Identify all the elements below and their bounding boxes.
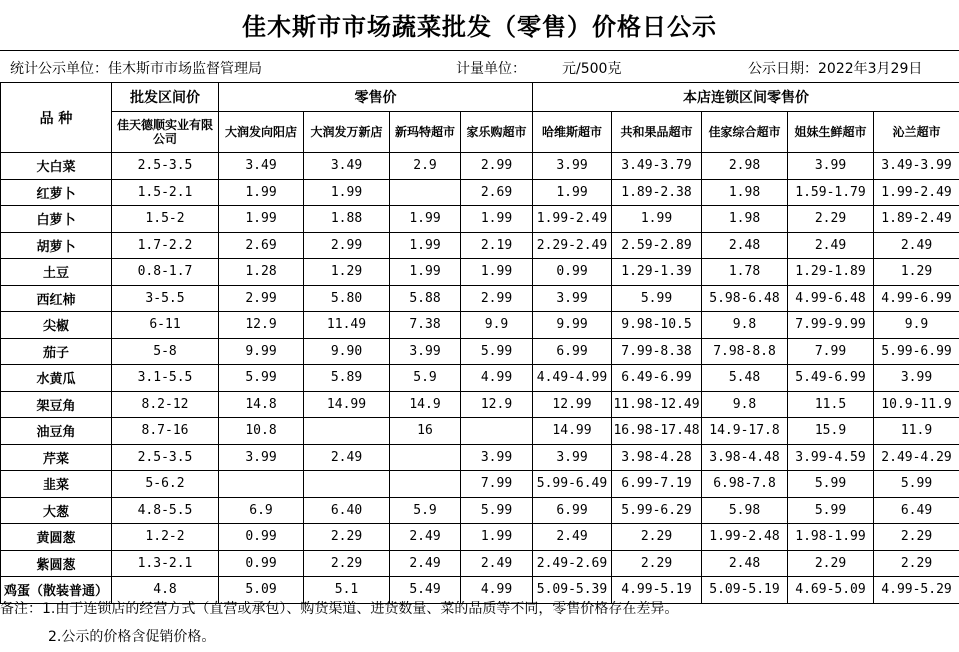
price-cell: 1.99 — [461, 206, 533, 233]
price-cell: 1.89-2.49 — [874, 206, 959, 233]
variety-name: 水黄瓜 — [1, 365, 112, 392]
price-cell: 6.49 — [874, 497, 959, 524]
table-row — [1, 497, 959, 524]
price-cell: 3.49 — [304, 153, 390, 180]
price-cell: 8.2-12 — [112, 391, 219, 418]
price-cell: 7.99 — [461, 471, 533, 498]
price-cell: 4.99-6.99 — [874, 285, 959, 312]
price-cell: 1.98 — [702, 179, 788, 206]
variety-name: 茄子 — [1, 338, 112, 365]
measure-value: 元/500克 — [562, 61, 622, 77]
price-cell: 9.9 — [874, 312, 959, 339]
price-cell: 1.99-2.48 — [702, 524, 788, 551]
table-row — [1, 550, 959, 577]
price-cell: 14.99 — [533, 418, 612, 445]
price-cell: 6.98-7.8 — [702, 471, 788, 498]
price-cell: 5.09 — [219, 577, 304, 604]
price-cell: 0.99 — [219, 550, 304, 577]
variety-name: 西红柿 — [1, 285, 112, 312]
price-cell: 1.99 — [533, 179, 612, 206]
price-cell: 16.98-17.48 — [612, 418, 702, 445]
price-cell: 5.09-5.19 — [702, 577, 788, 604]
note-line-1: 备注：1.由于连锁店的经营方式（直营或承包）、购货渠道、进货数量、菜的品质等不同，零售价格存在差异。 — [0, 601, 679, 617]
price-cell: 7.98-8.8 — [702, 338, 788, 365]
page-title: 佳木斯市市场蔬菜批发（零售）价格日公示 — [242, 12, 717, 41]
price-cell: 1.5-2.1 — [112, 179, 219, 206]
price-cell: 10.8 — [219, 418, 304, 445]
table-row — [1, 524, 959, 551]
price-cell: 3.99 — [533, 153, 612, 180]
price-cell: 5.48 — [702, 365, 788, 392]
price-cell: 9.90 — [304, 338, 390, 365]
price-cell: 4.99 — [461, 577, 533, 604]
table-row — [1, 285, 959, 312]
price-cell: 1.99 — [219, 206, 304, 233]
price-cell: 9.99 — [533, 312, 612, 339]
price-cell: 14.9 — [390, 391, 461, 418]
publish-date: 公示日期：2022年3月29日 — [748, 61, 923, 77]
variety-header: 品 种 — [1, 83, 112, 153]
price-cell: 1.99 — [461, 259, 533, 286]
table-row — [1, 365, 959, 392]
price-cell: 4.99-5.29 — [874, 577, 959, 604]
price-cell: 1.99 — [390, 259, 461, 286]
variety-name: 大白菜 — [1, 153, 112, 180]
price-cell: 11.5 — [788, 391, 874, 418]
price-cell: 5.98 — [702, 497, 788, 524]
price-cell: 2.48 — [702, 232, 788, 259]
price-cell: 2.49-4.29 — [874, 444, 959, 471]
table-row — [1, 153, 959, 180]
price-cell: 1.3-2.1 — [112, 550, 219, 577]
price-cell: 0.99 — [533, 259, 612, 286]
price-cell: 2.99 — [219, 285, 304, 312]
variety-name: 芹菜 — [1, 444, 112, 471]
price-cell: 11.98-12.49 — [612, 391, 702, 418]
price-cell: 12.9 — [461, 391, 533, 418]
table-row — [1, 232, 959, 259]
price-cell — [390, 444, 461, 471]
price-cell: 2.29 — [874, 550, 959, 577]
price-cell: 6.49-6.99 — [612, 365, 702, 392]
price-cell: 5.9 — [390, 497, 461, 524]
price-cell: 2.98 — [702, 153, 788, 180]
price-cell: 12.99 — [533, 391, 612, 418]
variety-name: 白萝卜 — [1, 206, 112, 233]
price-cell: 1.99-2.49 — [874, 179, 959, 206]
price-cell: 2.59-2.89 — [612, 232, 702, 259]
store-header: 大润发向阳店 — [219, 112, 304, 153]
table-row — [1, 391, 959, 418]
price-cell: 4.99 — [461, 365, 533, 392]
price-cell: 1.99 — [390, 232, 461, 259]
store-header: 共和果品超市 — [612, 112, 702, 153]
price-table — [0, 82, 959, 604]
price-cell: 1.7-2.2 — [112, 232, 219, 259]
price-cell: 1.99 — [304, 179, 390, 206]
price-cell: 0.99 — [219, 524, 304, 551]
price-cell: 5.98-6.48 — [702, 285, 788, 312]
variety-name: 大葱 — [1, 497, 112, 524]
price-cell: 1.29 — [874, 259, 959, 286]
price-cell: 5.99 — [788, 471, 874, 498]
note-line-2: 2.公示的价格含促销价格。 — [48, 629, 216, 645]
store-header: 佳天德顺实业有限公司 — [112, 112, 219, 153]
price-cell: 1.29-1.39 — [612, 259, 702, 286]
variety-name: 尖椒 — [1, 312, 112, 339]
price-cell: 4.99-6.48 — [788, 285, 874, 312]
price-cell: 1.98 — [702, 206, 788, 233]
price-cell: 2.49 — [390, 524, 461, 551]
price-cell: 2.49 — [304, 444, 390, 471]
price-cell: 2.48 — [702, 550, 788, 577]
price-cell: 2.49 — [390, 550, 461, 577]
price-cell: 2.19 — [461, 232, 533, 259]
table-row — [1, 338, 959, 365]
price-cell: 3.99 — [874, 365, 959, 392]
price-cell: 11.9 — [874, 418, 959, 445]
price-cell: 6.9 — [219, 497, 304, 524]
table-row — [1, 259, 959, 286]
price-cell: 0.8-1.7 — [112, 259, 219, 286]
price-cell: 1.88 — [304, 206, 390, 233]
price-cell: 2.29-2.49 — [533, 232, 612, 259]
price-cell: 1.99 — [219, 179, 304, 206]
price-cell: 4.49-4.99 — [533, 365, 612, 392]
price-cell: 5.99 — [788, 497, 874, 524]
price-cell: 9.98-10.5 — [612, 312, 702, 339]
store-header: 新玛特超市 — [390, 112, 461, 153]
price-cell: 5.1 — [304, 577, 390, 604]
price-cell: 5.88 — [390, 285, 461, 312]
price-cell: 7.99-9.99 — [788, 312, 874, 339]
price-cell: 2.99 — [461, 285, 533, 312]
price-cell: 3.98-4.28 — [612, 444, 702, 471]
price-cell: 5.99 — [461, 338, 533, 365]
price-cell: 4.69-5.09 — [788, 577, 874, 604]
store-header: 姐妹生鲜超市 — [788, 112, 874, 153]
chain-header: 本店连锁区间零售价 — [533, 83, 959, 112]
price-cell: 5.49 — [390, 577, 461, 604]
price-cell: 3.99 — [219, 444, 304, 471]
price-cell: 5.99-6.99 — [874, 338, 959, 365]
variety-name: 鸡蛋（散装普通） — [1, 577, 112, 604]
price-cell: 2.5-3.5 — [112, 153, 219, 180]
price-cell: 2.29 — [874, 524, 959, 551]
price-cell: 2.49-2.69 — [533, 550, 612, 577]
price-cell: 3.49-3.79 — [612, 153, 702, 180]
price-cell: 2.99 — [461, 153, 533, 180]
price-cell: 1.2-2 — [112, 524, 219, 551]
price-cell: 3.99 — [533, 285, 612, 312]
price-cell: 1.99 — [461, 524, 533, 551]
price-cell: 3.99 — [461, 444, 533, 471]
price-cell: 2.29 — [304, 550, 390, 577]
price-cell: 5.99 — [461, 497, 533, 524]
price-cell: 1.99-2.49 — [533, 206, 612, 233]
price-cell: 3.99-4.59 — [788, 444, 874, 471]
price-cell: 5.9 — [390, 365, 461, 392]
variety-name: 紫圆葱 — [1, 550, 112, 577]
price-cell: 2.29 — [612, 550, 702, 577]
price-cell: 9.99 — [219, 338, 304, 365]
variety-name: 油豆角 — [1, 418, 112, 445]
variety-name: 架豆角 — [1, 391, 112, 418]
table-row — [1, 312, 959, 339]
price-cell: 2.49 — [461, 550, 533, 577]
price-cell: 7.99 — [788, 338, 874, 365]
price-cell: 2.49 — [533, 524, 612, 551]
price-cell: 4.8-5.5 — [112, 497, 219, 524]
price-cell: 3.99 — [533, 444, 612, 471]
price-cell: 2.5-3.5 — [112, 444, 219, 471]
variety-name: 红萝卜 — [1, 179, 112, 206]
measure-label: 计量单位： — [456, 61, 526, 77]
variety-name: 韭菜 — [1, 471, 112, 498]
price-cell: 6.99 — [533, 338, 612, 365]
price-cell: 6.99-7.19 — [612, 471, 702, 498]
price-cell — [390, 471, 461, 498]
price-cell: 6-11 — [112, 312, 219, 339]
price-cell: 5.99-6.49 — [533, 471, 612, 498]
price-cell: 5.99 — [219, 365, 304, 392]
table-row — [1, 444, 959, 471]
price-cell: 9.8 — [702, 391, 788, 418]
wholesale-header: 批发区间价 — [112, 83, 219, 112]
price-cell: 2.99 — [304, 232, 390, 259]
store-header: 佳家综合超市 — [702, 112, 788, 153]
price-cell: 5.99 — [874, 471, 959, 498]
price-cell: 5.49-6.99 — [788, 365, 874, 392]
price-cell: 9.8 — [702, 312, 788, 339]
price-cell: 12.9 — [219, 312, 304, 339]
price-cell: 5.09-5.39 — [533, 577, 612, 604]
price-cell — [461, 418, 533, 445]
store-header: 哈维斯超市 — [533, 112, 612, 153]
price-cell: 15.9 — [788, 418, 874, 445]
price-cell: 11.49 — [304, 312, 390, 339]
price-cell: 2.9 — [390, 153, 461, 180]
price-cell: 2.29 — [788, 206, 874, 233]
price-cell: 1.29 — [304, 259, 390, 286]
info-bar — [0, 50, 959, 82]
price-cell: 7.38 — [390, 312, 461, 339]
price-cell: 1.99 — [390, 206, 461, 233]
price-cell: 9.9 — [461, 312, 533, 339]
price-cell: 3.99 — [788, 153, 874, 180]
store-header: 家乐购超市 — [461, 112, 533, 153]
price-cell: 5.99-6.29 — [612, 497, 702, 524]
price-cell: 2.69 — [219, 232, 304, 259]
price-cell: 16 — [390, 418, 461, 445]
price-cell — [304, 418, 390, 445]
retail-header: 零售价 — [219, 83, 533, 112]
price-cell: 4.99-5.19 — [612, 577, 702, 604]
price-cell: 5-6.2 — [112, 471, 219, 498]
price-cell: 2.69 — [461, 179, 533, 206]
price-cell: 10.9-11.9 — [874, 391, 959, 418]
variety-name: 黄圆葱 — [1, 524, 112, 551]
price-cell: 1.29-1.89 — [788, 259, 874, 286]
store-header: 大润发万新店 — [304, 112, 390, 153]
statistics-unit: 统计公示单位：佳木斯市市场监督管理局 — [10, 61, 262, 77]
price-cell: 2.29 — [788, 550, 874, 577]
price-cell: 1.59-1.79 — [788, 179, 874, 206]
price-cell: 2.49 — [874, 232, 959, 259]
table-row — [1, 471, 959, 498]
price-cell: 3.49-3.99 — [874, 153, 959, 180]
price-cell: 6.99 — [533, 497, 612, 524]
price-cell: 1.5-2 — [112, 206, 219, 233]
price-cell: 3.99 — [390, 338, 461, 365]
price-cell: 14.99 — [304, 391, 390, 418]
price-cell: 1.89-2.38 — [612, 179, 702, 206]
price-cell — [304, 471, 390, 498]
table-row — [1, 418, 959, 445]
price-cell: 2.29 — [304, 524, 390, 551]
price-cell: 3.49 — [219, 153, 304, 180]
price-cell: 5.99 — [612, 285, 702, 312]
price-cell — [390, 179, 461, 206]
price-cell: 3.98-4.48 — [702, 444, 788, 471]
price-cell: 6.40 — [304, 497, 390, 524]
price-cell: 7.99-8.38 — [612, 338, 702, 365]
price-cell: 2.49 — [788, 232, 874, 259]
notes — [0, 595, 959, 651]
price-cell: 3-5.5 — [112, 285, 219, 312]
price-cell: 2.29 — [612, 524, 702, 551]
price-cell: 5.89 — [304, 365, 390, 392]
price-cell: 1.98-1.99 — [788, 524, 874, 551]
table-row — [1, 206, 959, 233]
price-cell: 5-8 — [112, 338, 219, 365]
variety-name: 土豆 — [1, 259, 112, 286]
store-header: 沁兰超市 — [874, 112, 959, 153]
price-cell: 1.78 — [702, 259, 788, 286]
price-cell: 14.9-17.8 — [702, 418, 788, 445]
price-cell: 5.80 — [304, 285, 390, 312]
table-row — [1, 179, 959, 206]
price-cell: 1.99 — [612, 206, 702, 233]
price-cell: 8.7-16 — [112, 418, 219, 445]
price-cell: 4.8 — [112, 577, 219, 604]
variety-name: 胡萝卜 — [1, 232, 112, 259]
price-cell: 1.28 — [219, 259, 304, 286]
price-cell — [219, 471, 304, 498]
price-cell: 14.8 — [219, 391, 304, 418]
price-cell: 3.1-5.5 — [112, 365, 219, 392]
